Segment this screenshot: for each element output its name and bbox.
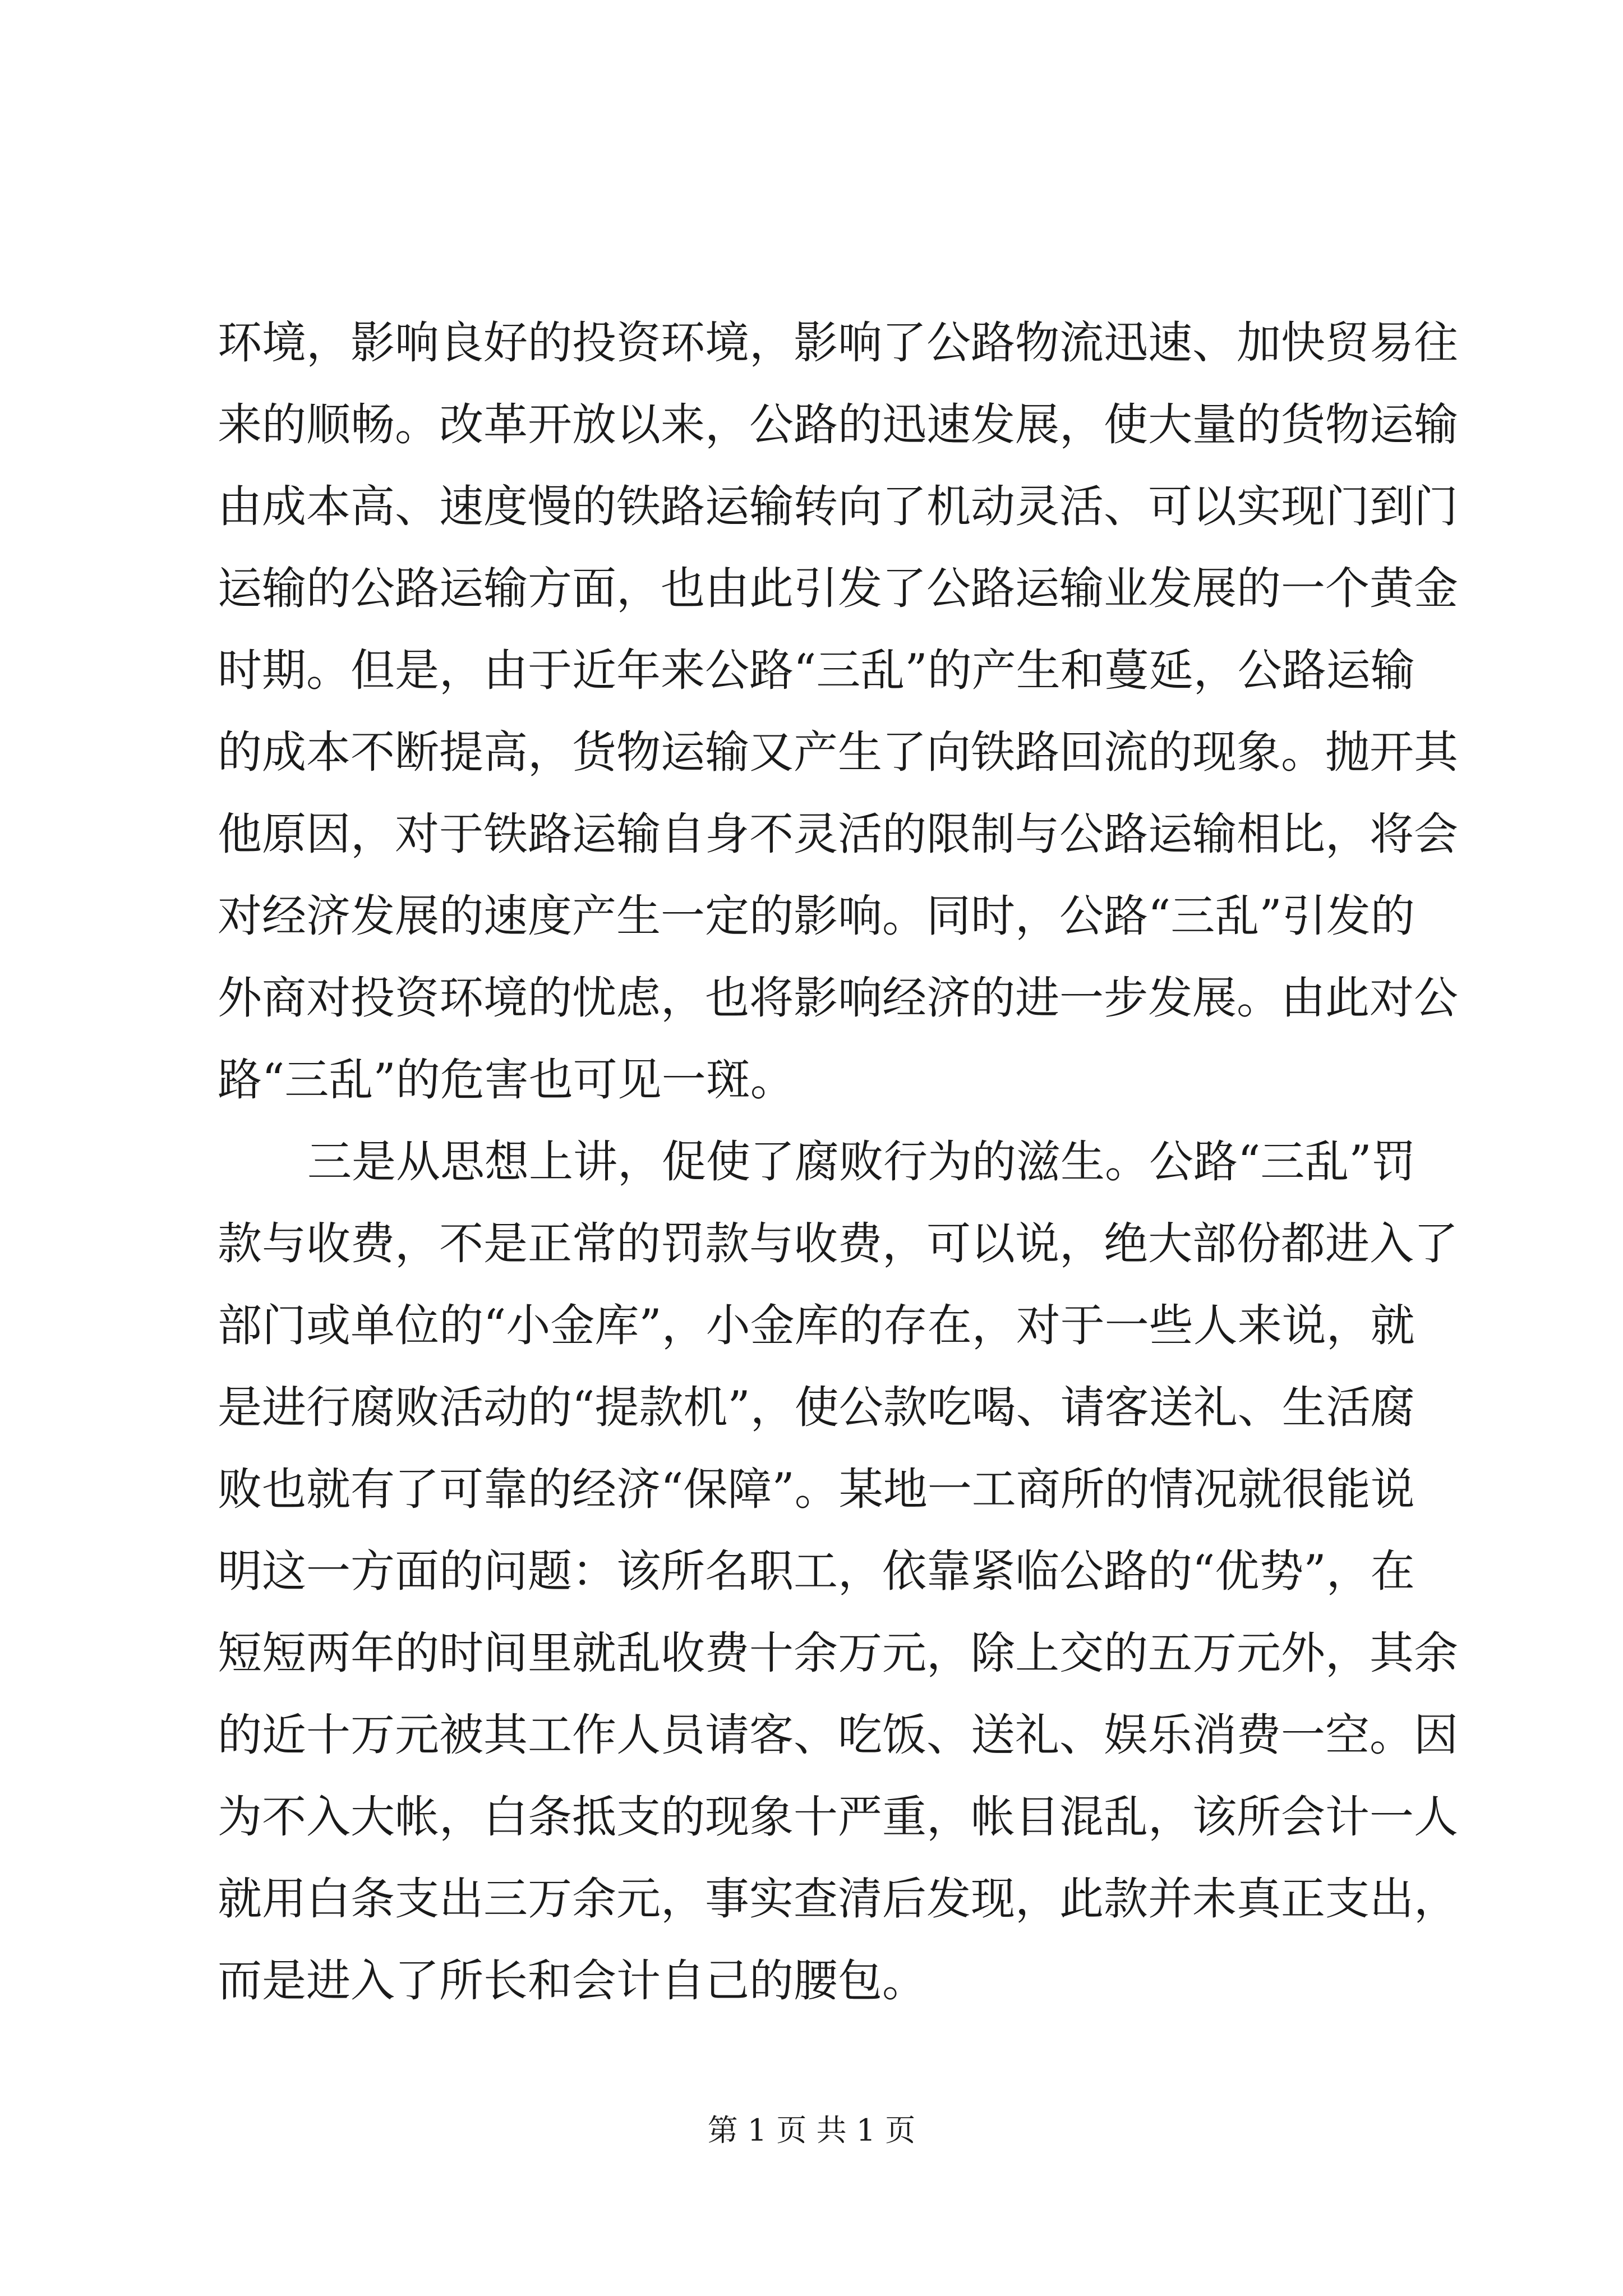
text-line: 三是从思想上讲，促使了腐败行为的滋生。公路“三乱”罚 — [307, 1136, 1416, 1188]
text-line: 环境，影响良好的投资环境，影响了公路物流迅速、加快贸易往 — [218, 317, 1458, 369]
text-line: 为不入大帐，白条抵支的现象十严重，帐目混乱，该所会计一人 — [218, 1791, 1458, 1843]
text-line: 部门或单位的“小金库”，小金库的存在，对于一些人来说，就 — [218, 1300, 1415, 1351]
text-line: 明这一方面的问题：该所名职工，依靠紧临公路的“优势”，在 — [218, 1545, 1415, 1597]
text-line: 来的顺畅。改革开放以来，公路的迅速发展，使大量的货物运输 — [218, 399, 1458, 450]
text-line: 路“三乱”的危害也可见一斑。 — [218, 1054, 795, 1106]
text-line: 由成本高、速度慢的铁路运输转向了机动灵活、可以实现门到门 — [218, 481, 1458, 532]
text-line: 时期。但是，由于近年来公路“三乱”的产生和蔓延，公路运输 — [218, 645, 1415, 696]
text-line: 就用白条支出三万余元，事实查清后发现，此款并未真正支出， — [218, 1873, 1458, 1925]
text-line: 他原因，对于铁路运输自身不灵活的限制与公路运输相比，将会 — [218, 808, 1458, 860]
page-footer: 第 1 页 共 1 页 — [707, 2113, 916, 2148]
text-line: 外商对投资环境的忧虑，也将影响经济的进一步发展。由此对公 — [218, 972, 1458, 1024]
text-line: 而是进入了所长和会计自己的腰包。 — [218, 1955, 926, 2007]
text-line: 败也就有了可靠的经济“保障”。某地一工商所的情况就很能说 — [218, 1464, 1415, 1515]
text-line: 对经济发展的速度产生一定的影响。同时，公路“三乱”引发的 — [218, 890, 1415, 942]
text-line: 是进行腐败活动的“提款机”，使公款吃喝、请客送礼、生活腐 — [218, 1382, 1415, 1433]
text-line: 运输的公路运输方面，也由此引发了公路运输业发展的一个黄金 — [218, 563, 1458, 614]
text-line: 的成本不断提高，货物运输又产生了向铁路回流的现象。抛开其 — [218, 726, 1458, 778]
document-body — [218, 302, 1458, 2022]
text-line: 短短两年的时间里就乱收费十余万元，除上交的五万元外，其余 — [218, 1627, 1458, 1679]
text-line: 的近十万元被其工作人员请客、吃饭、送礼、娱乐消费一空。因 — [218, 1709, 1458, 1761]
text-line: 款与收费，不是正常的罚款与收费，可以说，绝大部份都进入了 — [218, 1218, 1458, 1269]
